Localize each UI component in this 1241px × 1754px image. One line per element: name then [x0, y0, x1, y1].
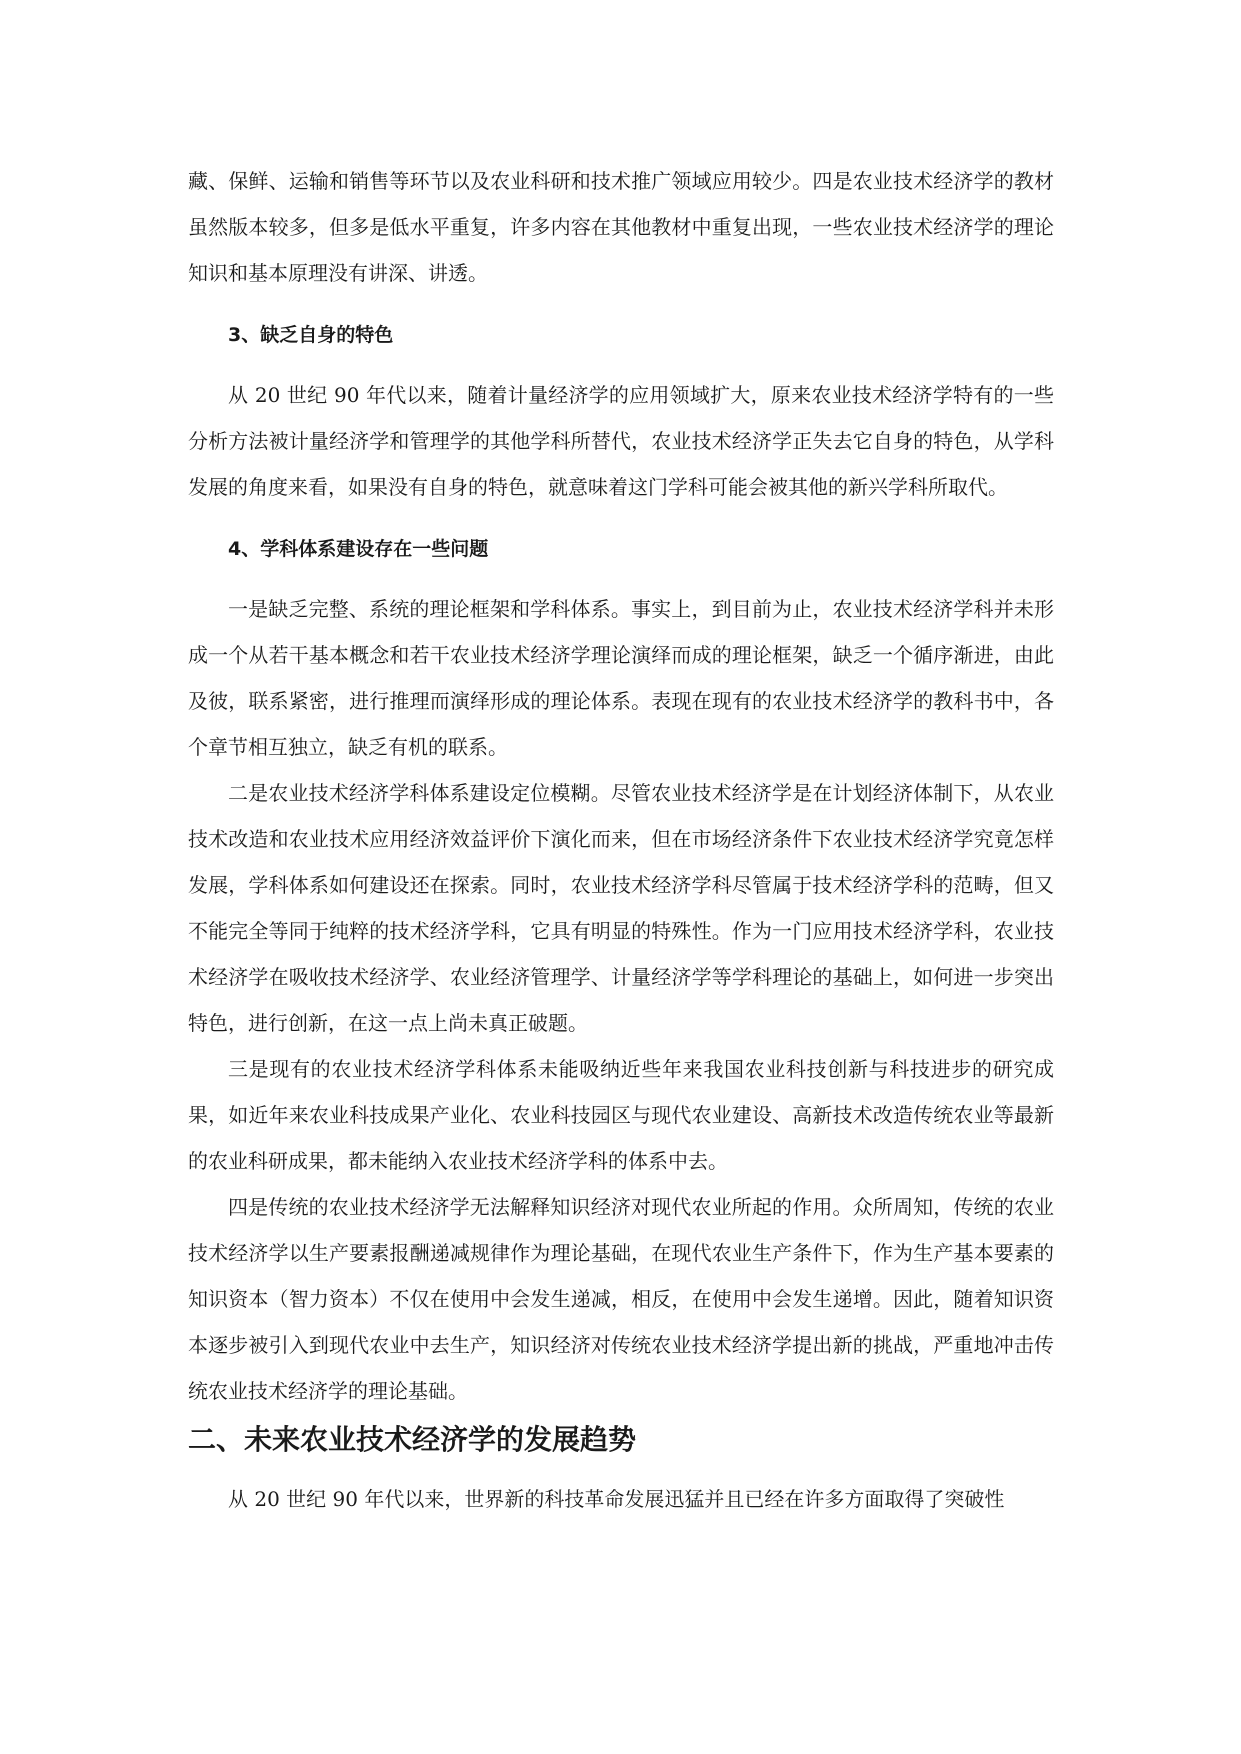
paragraph-trends-intro: 从 20 世纪 90 年代以来，世界新的科技革命发展迅猛并且已经在许多方面取得了突破性 — [228, 1487, 1005, 1511]
paragraph-point-two: 二是农业技术经济学科体系建设定位模糊。尽管农业技术经济学是在计划经济体制下，从农业技术改造和农业技术应用经济效益评价下演化而来，但在市场经济条件下农业技术经济学究竟怎样发展，学科体系如何建设还在探索。同时，农业技术经济学科尽管属于技术经济学科的范畴，但又不能完全等同于纯粹的技术经济学科，它具有明显的特殊性。作为一门应用技术经济学科，农业技术经济学在吸收技术经济学、农业经济管理学、计量经济学等学科理论的基础上，如何进一步突出特色，进行创新，在这一点上尚未真正破题。 — [188, 781, 1054, 1035]
document-page — [188, 158, 1054, 1522]
section-heading-3: 3、缺乏自身的特色 — [228, 324, 394, 346]
paragraph-lack-of-features: 从 20 世纪 90 年代以来，随着计量经济学的应用领域扩大，原来农业技术经济学特有的一些分析方法被计量经济学和管理学的其他学科所替代，农业技术经济学正失去它自身的特色，从学科发展的角度来看，如果没有自身的特色，就意味着这门学科可能会被其他的新兴学科所取代。 — [188, 383, 1054, 499]
paragraph-point-four: 四是传统的农业技术经济学无法解释知识经济对现代农业所起的作用。众所周知，传统的农业技术经济学以生产要素报酬递减规律作为理论基础，在现代农业生产条件下，作为生产基本要素的知识资本（智力资本）不仅在使用中会发生递减，相反，在使用中会发生递增。因此，随着知识资本逐步被引入到现代农业中去生产，知识经济对传统农业技术经济学提出新的挑战，严重地冲击传统农业技术经济学的理论基础。 — [188, 1195, 1054, 1403]
paragraph-point-three: 三是现有的农业技术经济学科体系未能吸纳近些年来我国农业科技创新与科技进步的研究成果，如近年来农业科技成果产业化、农业科技园区与现代农业建设、高新技术改造传统农业等最新的农业科研成果，都未能纳入农业技术经济学科的体系中去。 — [188, 1057, 1054, 1173]
paragraph-continued: 藏、保鲜、运输和销售等环节以及农业科研和技术推广领域应用较少。四是农业技术经济学的教材虽然版本较多，但多是低水平重复，许多内容在其他教材中重复出现，一些农业技术经济学的理论知识和基本原理没有讲深、讲透。 — [188, 169, 1054, 285]
paragraph-point-one: 一是缺乏完整、系统的理论框架和学科体系。事实上，到目前为止，农业技术经济学科并未形成一个从若干基本概念和若干农业技术经济学理论演绎而成的理论框架，缺乏一个循序渐进，由此及彼，联系紧密，进行推理而演绎形成的理论体系。表现在现有的农业技术经济学的教科书中，各个章节相互独立，缺乏有机的联系。 — [188, 597, 1054, 759]
section-heading-4: 4、学科体系建设存在一些问题 — [228, 538, 489, 560]
chapter-heading-2: 二、未来农业技术经济学的发展趋势 — [188, 1423, 637, 1456]
